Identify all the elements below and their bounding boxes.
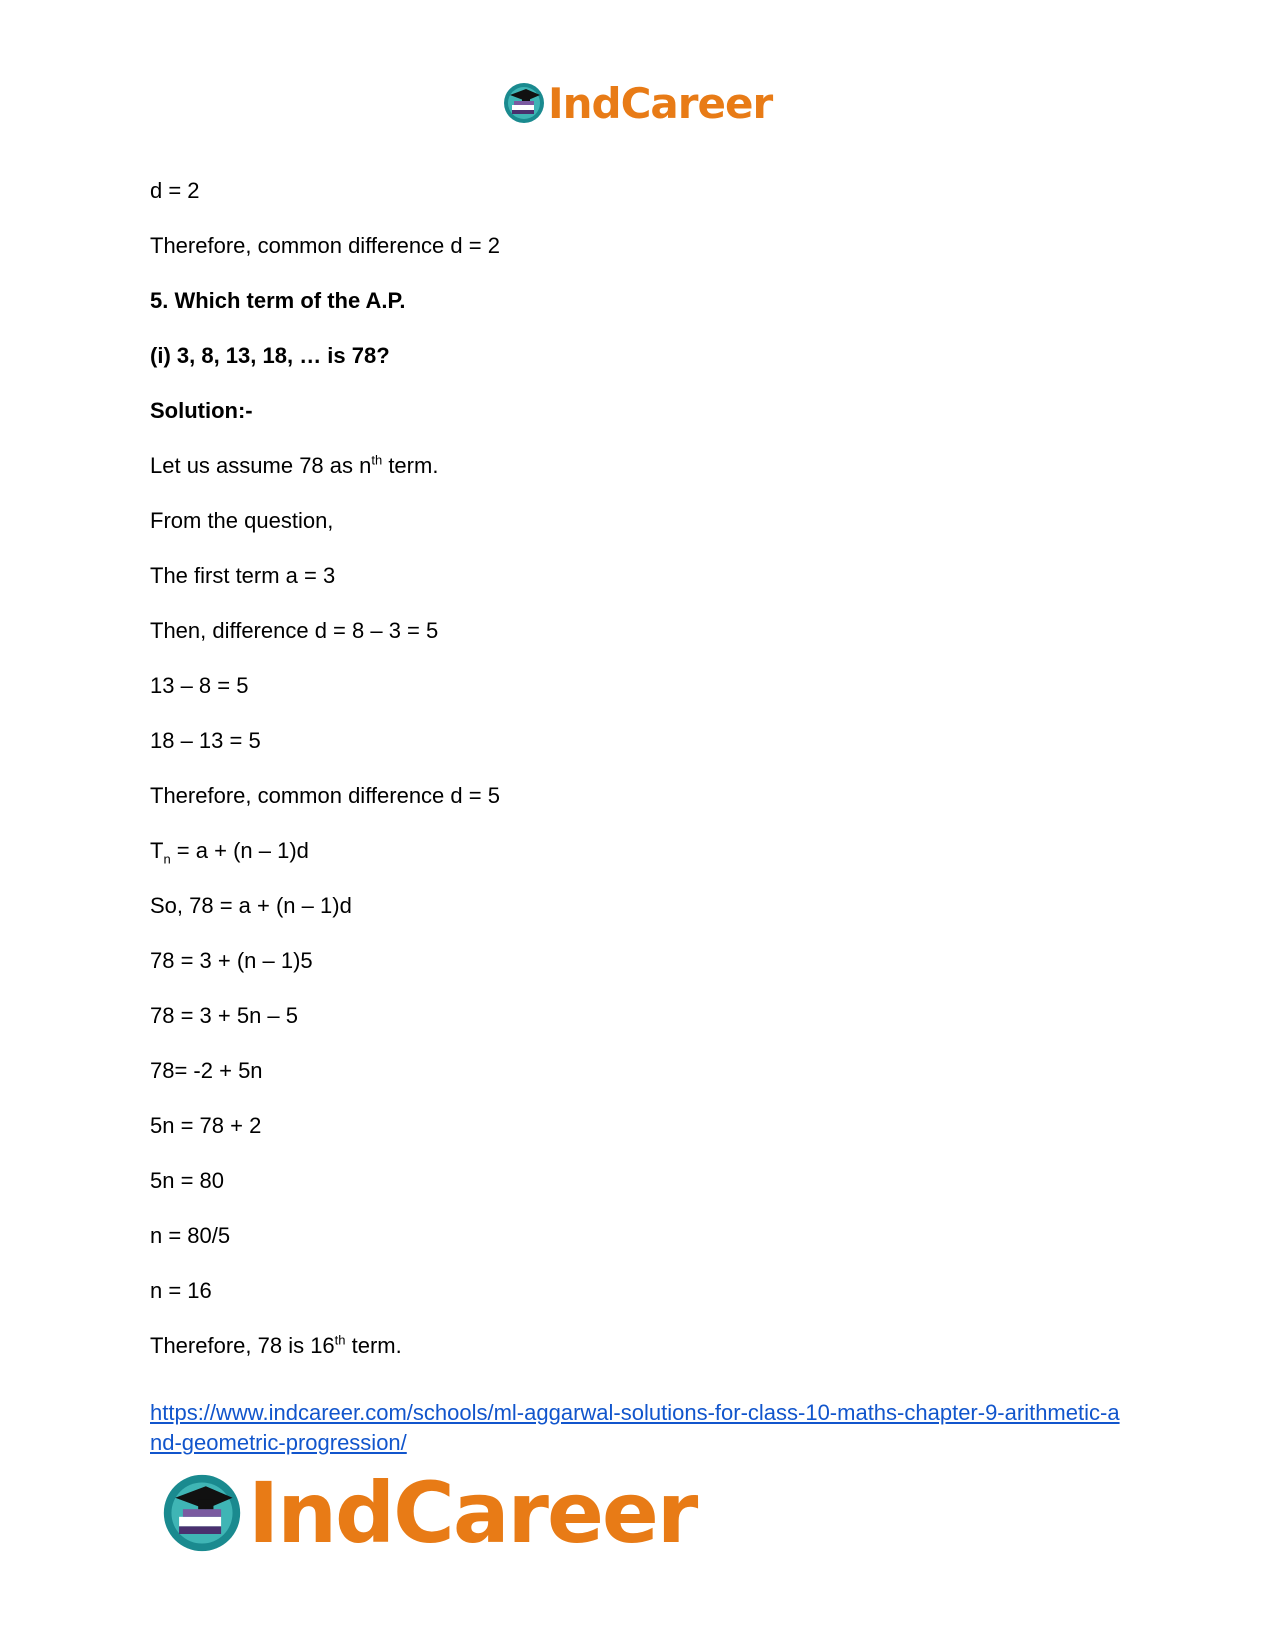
subscript: n: [163, 851, 171, 867]
text-line: 18 – 13 = 5: [150, 728, 261, 753]
graduation-book-icon: [160, 1471, 244, 1555]
superscript: th: [334, 1332, 346, 1348]
graduation-book-icon: [502, 81, 546, 125]
text-fragment: Therefore, 78 is 16: [150, 1333, 335, 1358]
source-link[interactable]: https://www.indcareer.com/schools/ml-aggarwal-solutions-for-class-10-maths-chapter-9-arithmetic-and-geometric-progression/: [150, 1400, 1120, 1455]
logo-wordmark: IndCareer: [548, 78, 773, 128]
text-line: Therefore, common difference d = 5: [150, 783, 500, 808]
text-line: 5n = 80: [150, 1168, 225, 1193]
footer-logo: [160, 1464, 697, 1562]
question-title: 5. Which term of the A.P.: [150, 288, 406, 313]
text-fragment: term.: [345, 1333, 402, 1358]
text-line: So, 78 = a + (n – 1)d: [150, 893, 352, 918]
solution-label: Solution:-: [150, 398, 253, 423]
text-line: Then, difference d = 8 – 3 = 5: [150, 618, 439, 643]
formula-line: [150, 838, 309, 867]
header-logo: [502, 78, 772, 128]
text-fragment: = a + (n – 1)d: [170, 838, 309, 863]
text-fragment: T: [150, 838, 164, 863]
text-line: n = 16: [150, 1278, 212, 1303]
superscript: th: [371, 452, 383, 468]
logo-wordmark: IndCareer: [248, 1464, 697, 1562]
text-line: n = 80/5: [150, 1223, 231, 1248]
question-part: (i) 3, 8, 13, 18, … is 78?: [150, 343, 390, 368]
text-line: [150, 453, 438, 479]
text-line: 78 = 3 + 5n – 5: [150, 1003, 299, 1028]
text-line: The first term a = 3: [150, 563, 336, 588]
text-fragment: Let us assume 78 as n: [150, 453, 372, 478]
text-line: d = 2: [150, 178, 200, 203]
text-line: Therefore, common difference d = 2: [150, 233, 500, 258]
text-line: 78= -2 + 5n: [150, 1058, 263, 1083]
text-fragment: term.: [382, 453, 439, 478]
text-line: From the question,: [150, 508, 334, 533]
text-line: 78 = 3 + (n – 1)5: [150, 948, 313, 973]
text-line: [150, 1333, 402, 1359]
text-line: 5n = 78 + 2: [150, 1113, 262, 1138]
text-line: 13 – 8 = 5: [150, 673, 249, 698]
